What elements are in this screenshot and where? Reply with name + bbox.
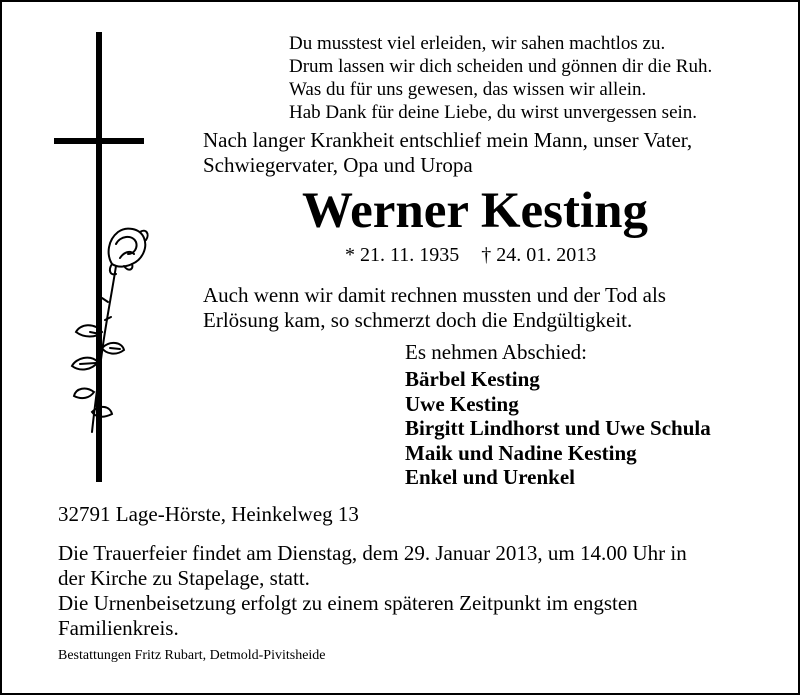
service-line: Die Urnenbeisetzung erfolgt zu einem späteren Zeitpunkt im engsten bbox=[58, 591, 638, 615]
quote-line: Erlösung kam, so schmerzt doch die Endgültigkeit. bbox=[203, 308, 633, 332]
death-announcement-intro bbox=[203, 128, 692, 178]
rose-icon bbox=[72, 229, 148, 432]
deceased-name: Werner Kesting bbox=[301, 183, 649, 239]
poem-line: Drum lassen wir dich scheiden und gönnen dir die Ruh. bbox=[289, 56, 713, 77]
funeral-home: Bestattungen Fritz Rubart, Detmold-Pivitsheide bbox=[58, 648, 326, 663]
poem-line: Hab Dank für deine Liebe, du wirst unvergessen sein. bbox=[289, 102, 698, 123]
service-line: Familienkreis. bbox=[58, 616, 179, 640]
condolence-text bbox=[203, 283, 666, 333]
death-date: † 24. 01. 2013 bbox=[481, 244, 597, 266]
intro-line: Nach langer Krankheit entschlief mein Mann, unser Vater, bbox=[203, 128, 693, 152]
family-address: 32791 Lage-Hörste, Heinkelweg 13 bbox=[58, 502, 359, 526]
poem-line: Du musstest viel erleiden, wir sahen machtlos zu. bbox=[289, 33, 666, 54]
farewell-label: Es nehmen Abschied: bbox=[405, 340, 587, 364]
life-dates bbox=[345, 243, 596, 267]
mourner-name: Birgitt Lindhorst und Uwe Schula bbox=[405, 416, 711, 440]
mourner-name: Maik und Nadine Kesting bbox=[405, 440, 637, 465]
mourner-name: Enkel und Urenkel bbox=[405, 465, 575, 489]
intro-line: Schwiegervater, Opa und Uropa bbox=[203, 153, 473, 177]
birth-date: * 21. 11. 1935 bbox=[345, 244, 460, 266]
mourner-name: Bärbel Kesting bbox=[405, 367, 540, 391]
service-line: der Kirche zu Stapelage, statt. bbox=[58, 566, 310, 590]
mourners-list bbox=[405, 367, 711, 490]
poem-line: Was du für uns gewesen, das wissen wir allein. bbox=[289, 79, 647, 100]
poem bbox=[289, 32, 712, 124]
service-line: Die Trauerfeier findet am Dienstag, dem 29. Januar 2013, um 14.00 Uhr in bbox=[58, 541, 687, 565]
service-details bbox=[58, 541, 687, 641]
cross-icon bbox=[50, 32, 150, 487]
quote-line: Auch wenn wir damit rechnen mussten und der Tod als bbox=[203, 283, 666, 307]
mourner-name: Uwe Kesting bbox=[405, 391, 519, 416]
